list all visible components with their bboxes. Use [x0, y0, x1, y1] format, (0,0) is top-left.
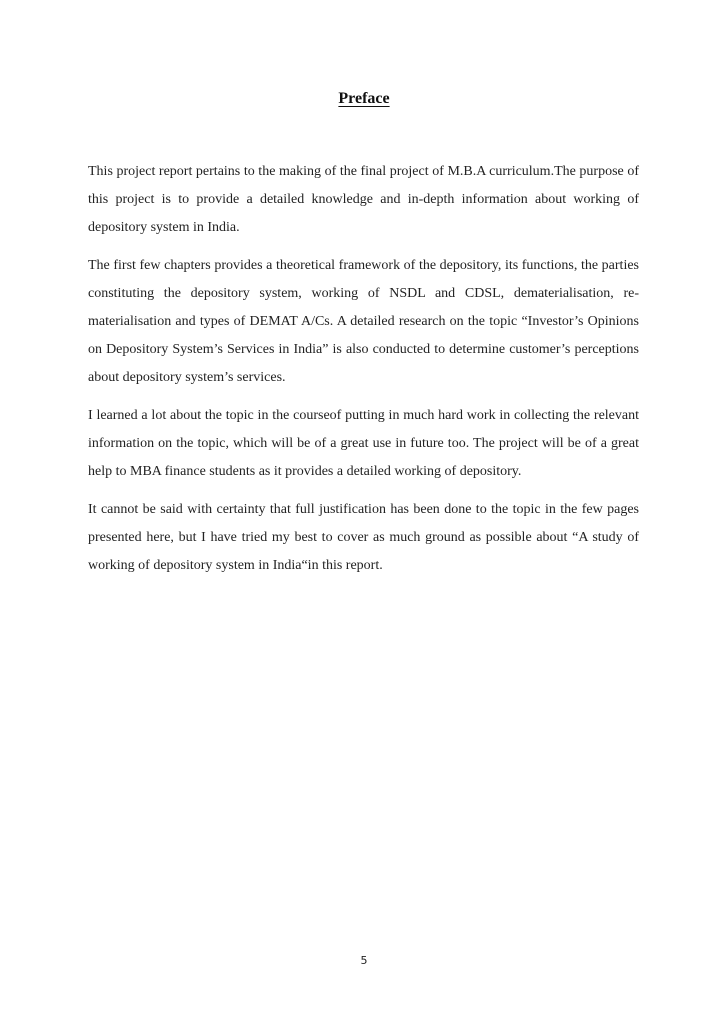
- paragraph-2: The first few chapters provides a theoretical framework of the depository, its functions, the parties constituting the depository system, working of NSDL and CDSL, dematerialisation, re-materialisation and types of DEMAT A/Cs. A detailed research on the topic “Investor’s Opinions on Depository System’s Services in India” is also conducted to determine customer’s perceptions about depository system’s services.: [88, 258, 639, 385]
- paragraph-4: It cannot be said with certainty that full justification has been done to the topic in the few pages presented here, but I have tried my best to cover as much ground as possible about “A study of working of depository system in India“in this report.: [88, 502, 639, 573]
- page-title: Preface: [338, 90, 390, 107]
- paragraph-3: I learned a lot about the topic in the courseof putting in much hard work in collecting the relevant information on the topic, which will be of a great use in future too. The project will be of a great help to MBA finance students as it provides a detailed working of depository.: [88, 408, 639, 479]
- page-number: 5: [360, 954, 368, 967]
- paragraph-1: This project report pertains to the making of the final project of M.B.A curriculum.The purpose of this project is to provide a detailed knowledge and in-depth information about working of depository system in India.: [88, 164, 639, 235]
- preface-body: [88, 158, 639, 590]
